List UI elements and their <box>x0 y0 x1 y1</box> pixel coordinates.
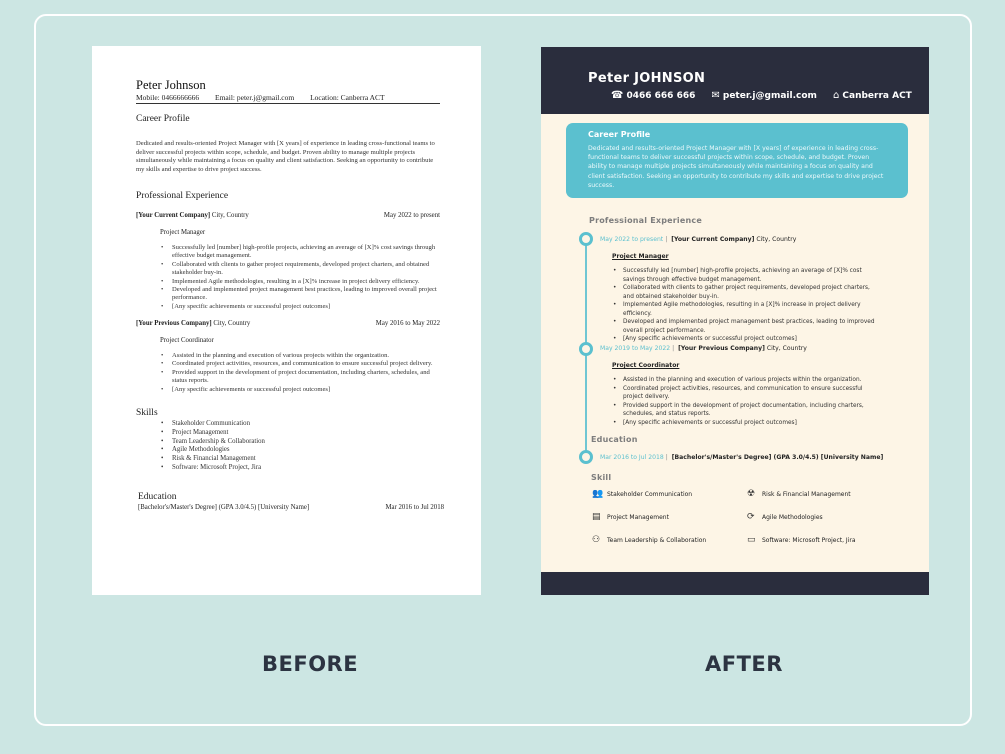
list-item: • [Any specific achievements or successful project outcomes] <box>160 386 440 394</box>
job-row <box>136 320 440 327</box>
job-bullets <box>612 376 882 427</box>
timeline-dot <box>579 232 593 246</box>
before-resume <box>92 46 481 595</box>
list-item: • Implemented Agile methodologies, resulting in a [X]% increase in project delivery efficiency. <box>612 301 882 318</box>
job-dates: May 2016 to May 2022 <box>375 320 440 327</box>
after-caption: AFTER <box>705 652 783 676</box>
skills-list <box>160 420 265 473</box>
job-role: Project Manager <box>160 229 206 236</box>
phone-text: 0466 666 666 <box>626 91 696 101</box>
experience-heading: Professional Experience <box>589 216 702 225</box>
education-row <box>138 504 444 511</box>
list-item: • Developed and implemented project management best practices, leading to improved overall project performance. <box>160 286 440 303</box>
email-text: peter.j@gmail.com <box>722 91 817 101</box>
skill-item: 👥 Stakeholder Communication <box>592 489 693 499</box>
career-text: Dedicated and results-oriented Project Manager with [X years] of experience in leading cross-functional teams to deliver successful projects within scope, schedule, and budget. Proven ability to manage multiple projects simultaneously while maintaining a focus on quality and client satisfaction. Seeking an opportunity to contribute my skills and expertise to drive project success. <box>136 140 435 173</box>
group-icon: 👥 <box>592 489 604 499</box>
list-item: • Developed and implemented project management best practices, leading to improved overall project performance. <box>612 318 882 335</box>
job-row: May 2019 to May 2022 | [Your Previous Company] City, Country <box>600 345 807 352</box>
job-role: Project Manager <box>612 253 669 260</box>
education-text: [Bachelor's/Master's Degree] (GPA 3.0/4.5) [University Name] <box>671 454 884 461</box>
career-profile-card <box>566 123 908 198</box>
career-heading: Career Profile <box>588 130 651 139</box>
job-dates: May 2022 to present <box>600 236 664 243</box>
skill-item: ▭ Software: Microsoft Project, Jira <box>747 535 856 545</box>
contact-line <box>136 93 440 104</box>
list-item: • Risk & Financial Management <box>160 455 265 464</box>
job-bullets <box>160 352 440 394</box>
list-item: • Assisted in the planning and execution of various projects within the organization. <box>612 376 882 385</box>
list-item: • Project Management <box>160 429 265 438</box>
job-bullets <box>612 267 882 344</box>
mail-icon: ✉ <box>711 90 720 101</box>
skill-item: ⟳ Agile Methodologies <box>747 512 823 522</box>
list-item: • Provided support in the development of project documentation, including charters, schedules, and status reports. <box>612 402 882 419</box>
list-item: • Provided support in the development of project documentation, including charters, schedules, and status reports. <box>160 369 440 386</box>
job-row: May 2022 to present | [Your Current Company] City, Country <box>600 236 797 243</box>
list-item: • Agile Methodologies <box>160 446 265 455</box>
job-dates: May 2019 to May 2022 <box>600 345 671 352</box>
job-row <box>136 212 440 219</box>
timeline-dot <box>579 450 593 464</box>
list-item: • Collaborated with clients to gather project requirements, developed project charters, and obtained stakeholder buy-in. <box>612 284 882 301</box>
company-name: [Your Current Company] <box>136 212 211 219</box>
list-item: • Successfully led [number] high-profile projects, achieving an average of [X]% cost savings through effective budget management. <box>160 244 440 261</box>
location-text: Canberra ACT <box>842 91 912 101</box>
contact-line <box>611 90 925 101</box>
company-name: [Your Previous Company] <box>678 345 765 352</box>
job-role: Project Coordinator <box>612 362 680 369</box>
skill-item: ▤ Project Management <box>592 512 669 522</box>
skills-heading: Skill <box>591 473 612 482</box>
list-item: • Successfully led [number] high-profile projects, achieving an average of [X]% cost savings through effective budget management. <box>612 267 882 284</box>
job-bullets <box>160 244 440 311</box>
experience-heading: Professional Experience <box>136 191 229 201</box>
list-item: • Software: Microsoft Project, Jira <box>160 464 265 473</box>
after-resume <box>541 47 929 595</box>
list-item: • [Any specific achievements or successful project outcomes] <box>612 419 882 428</box>
career-heading: Career Profile <box>136 114 190 124</box>
clipboard-icon: ▤ <box>592 512 601 522</box>
resume-name: Peter JOHNSON <box>588 71 706 86</box>
education-text: [Bachelor's/Master's Degree] (GPA 3.0/4.5) [University Name] <box>138 504 310 511</box>
resume-header <box>541 47 929 114</box>
list-item: • Implemented Agile methodologies, resulting in a [X]% increase in project delivery efficiency. <box>160 278 440 286</box>
list-item: • Assisted in the planning and execution of various projects within the organization. <box>160 352 440 360</box>
company-name: [Your Previous Company] <box>136 320 212 327</box>
refresh-doc-icon: ⟳ <box>747 512 755 522</box>
company-place: City, Country <box>211 212 249 219</box>
education-dates: Mar 2016 to Jul 2018 <box>600 454 664 461</box>
education-row: Mar 2016 to Jul 2018 | [Bachelor's/Master's Degree] (GPA 3.0/4.5) [University Name] <box>600 454 884 461</box>
before-caption: BEFORE <box>262 652 359 676</box>
company-place: City, Country <box>766 345 807 352</box>
career-text: Dedicated and results-oriented Project Manager with [X years] of experience in leading cross-functional teams to deliver successful projects within scope, schedule, and budget. Proven ability to manage multiple projects simultaneously while maintaining a focus on quality and client satisfaction. Seeking an opportunity to contribute my skills and expertise to drive project success. <box>588 145 884 189</box>
education-heading: Education <box>591 435 638 444</box>
education-heading: Education <box>138 492 177 502</box>
company-place: City, Country <box>213 320 251 327</box>
list-item: • [Any specific achievements or successful project outcomes] <box>160 303 440 311</box>
laptop-icon: ▭ <box>747 535 756 545</box>
education-dates: Mar 2016 to Jul 2018 <box>385 504 444 511</box>
job-dates: May 2022 to present <box>383 212 440 219</box>
location-text: Location: Canberra ACT <box>310 93 385 102</box>
resume-name: Peter Johnson <box>136 78 206 92</box>
company-place: City, Country <box>756 236 797 243</box>
email-text: Email: peter.j@gmail.com <box>215 93 295 102</box>
company-name: [Your Current Company] <box>671 236 755 243</box>
phone-icon: ☎ <box>611 90 624 101</box>
list-item: • Coordinated project activities, resources, and communication to ensure successful project delivery. <box>160 360 440 368</box>
list-item: • Team Leadership & Collaboration <box>160 438 265 447</box>
home-icon: ⌂ <box>833 90 840 101</box>
team-icon: ⚇ <box>592 535 601 545</box>
list-item: • [Any specific achievements or successful project outcomes] <box>612 335 882 344</box>
list-item: • Coordinated project activities, resources, and communication to ensure successful project delivery. <box>612 385 882 402</box>
skill-item: ☢ Risk & Financial Management <box>747 489 851 499</box>
resume-footer <box>541 572 929 595</box>
skills-heading: Skills <box>136 408 158 418</box>
list-item: • Stakeholder Communication <box>160 420 265 429</box>
job-role: Project Coordinator <box>160 337 214 344</box>
radiation-icon: ☢ <box>747 489 756 499</box>
skill-item: ⚇ Team Leadership & Collaboration <box>592 535 707 545</box>
timeline-dot <box>579 342 593 356</box>
mobile-text: Mobile: 0466666666 <box>136 93 200 102</box>
list-item: • Collaborated with clients to gather project requirements, developed project charters, and obtained stakeholder buy-in. <box>160 261 440 278</box>
